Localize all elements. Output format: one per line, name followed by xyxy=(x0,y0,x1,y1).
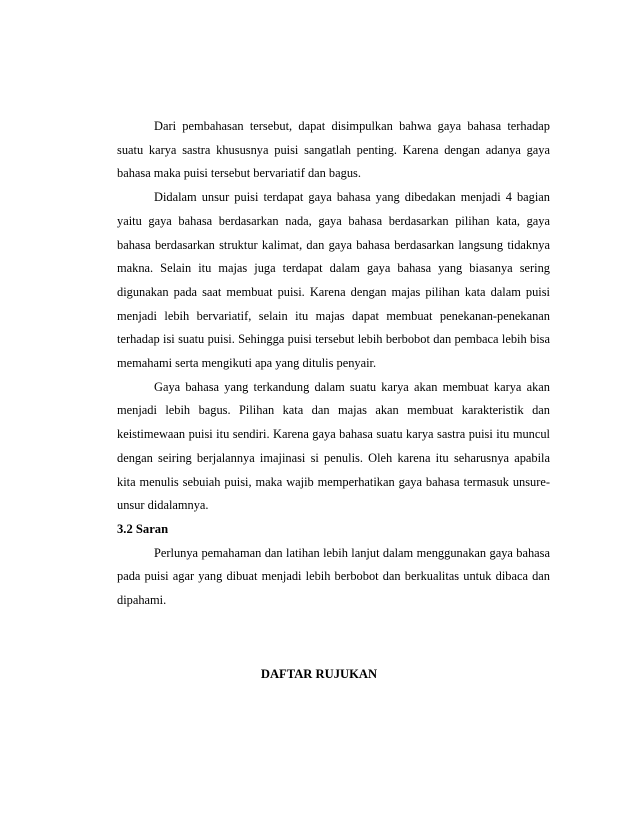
section-heading-saran: 3.2 Saran xyxy=(117,521,169,536)
body-text xyxy=(117,115,550,613)
suggestion-paragraph: Perlunya pemahaman dan latihan lebih lanjut dalam menggunakan gaya bahasa pada puisi agar yang dibuat menjadi lebih berbobot dan berkualitas untuk dibaca dan dipahami. xyxy=(117,545,550,608)
conclusion-paragraph-1: Dari pembahasan tersebut, dapat disimpulkan bahwa gaya bahasa terhadap suatu karya sastra khususnya puisi sangatlah penting. Karena dengan adanya gaya bahasa maka puisi tersebut bervariatif dan bagus. xyxy=(117,119,550,181)
conclusion-paragraph-2: Didalam unsur puisi terdapat gaya bahasa yang dibedakan menjadi 4 bagian yaitu gaya bahasa berdasarkan nada, gaya bahasa berdasarkan pilihan kata, gaya bahasa berdasarkan struktur kalimat, dan gaya bahasa berdasarkan langsung tidaknya makna. Selain itu majas juga terdapat dalam gaya bahasa yang biasanya sering digunakan pada saat membuat puisi. Karena dengan majas pilihan kata dalam puisi menjadi lebih bervariatif, selain itu majas dapat membuat penekanan-penekanan terhadap isi suatu puisi. Sehingga puisi tersebut lebih berbobot dan pembaca lebih bisa memahami serta mengikuti apa yang ditulis penyair. xyxy=(117,190,550,371)
conclusion-paragraph-3: Gaya bahasa yang terkandung dalam suatu karya akan membuat karya akan menjadi lebih bagus. Pilihan kata dan majas akan membuat karakteristik dan keistimewaan puisi itu sendiri. Karena gaya bahasa suatu karya sastra puisi itu muncul dengan seiring berjalannya imajinasi si penulis. Oleh karena itu seharusnya apabila kita menulis sebuiah puisi, maka wajib memperhatikan gaya bahasa termasuk unsure-unsur didalamnya. xyxy=(117,379,550,513)
references-title: DAFTAR RUJUKAN xyxy=(260,667,378,681)
